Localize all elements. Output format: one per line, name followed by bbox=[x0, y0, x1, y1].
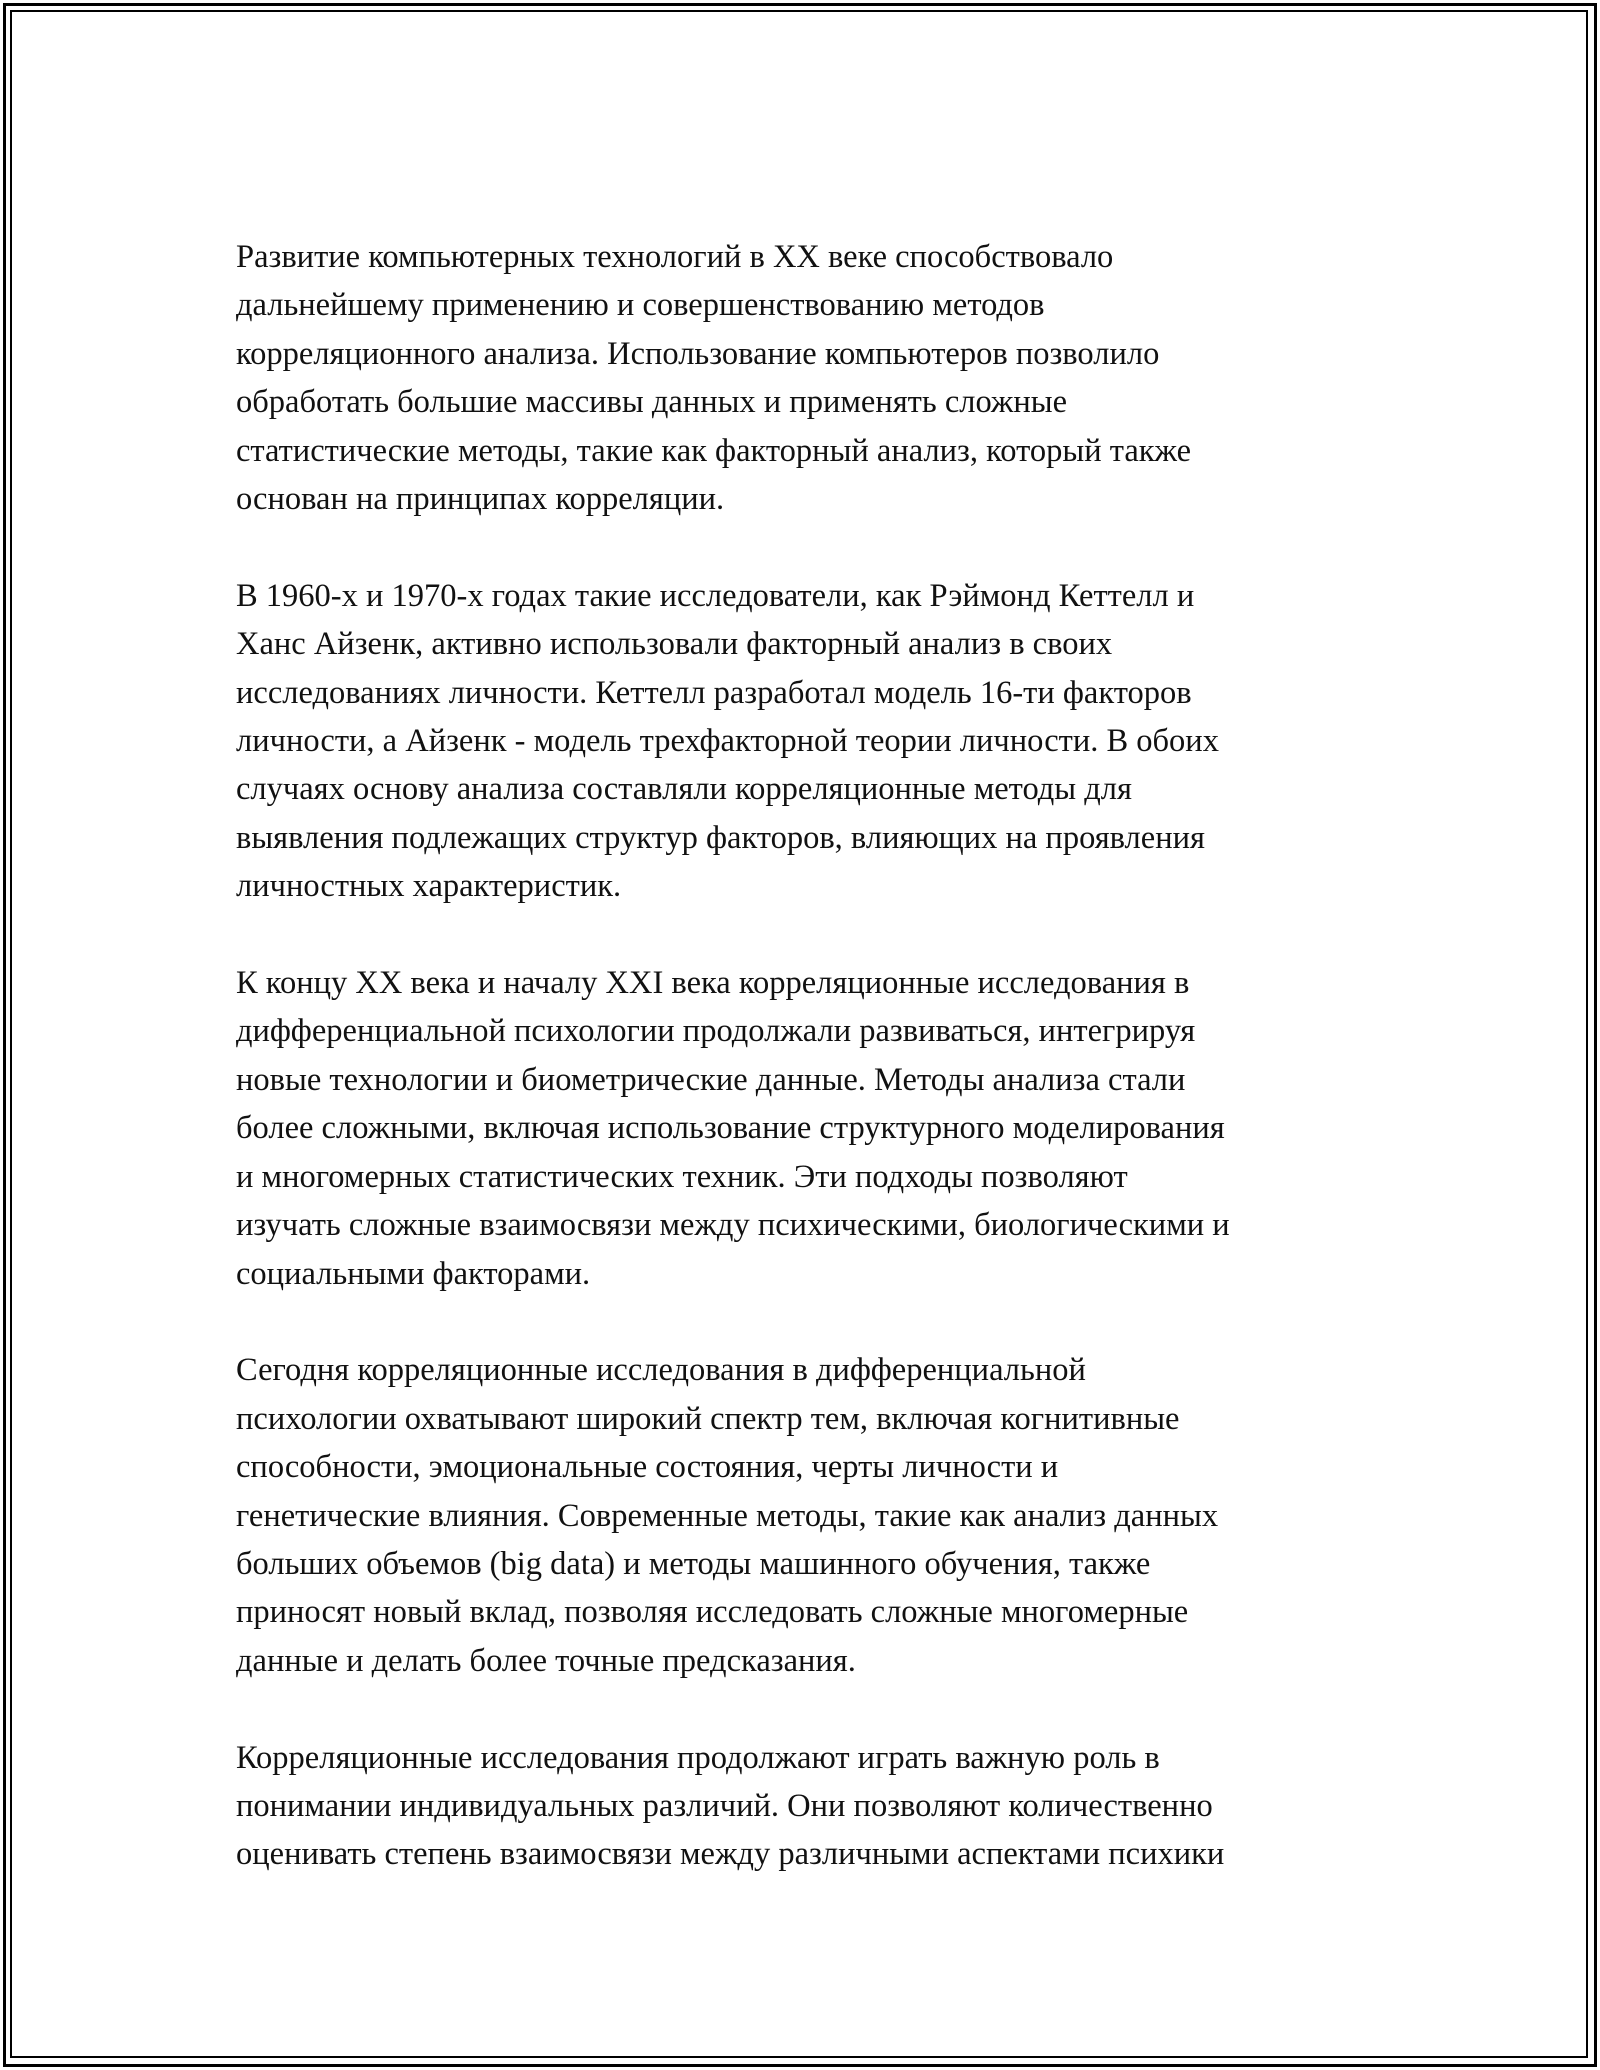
paragraph-1: Развитие компьютерных технологий в XX веке способствовало дальнейшему применению и совершенствованию методов корреляционного анализа. Использование компьютеров позволило обработать большие массивы данных и применять сложные статистические методы, такие как факторный анализ, который также основан на принципах корреляции. bbox=[236, 239, 1192, 518]
paragraph-4: Сегодня корреляционные исследования в дифференциальной психологии охватывают широкий спектр тем, включая когнитивные способности, эмоциональные состояния, черты личности и генетические влияния. Современные методы, такие как анализ данных больших объемов (big data) и методы машинного обучения, также приносят новый вклад, позволяя исследовать сложные многомерные данные и делать более точные предсказания. bbox=[236, 1352, 1219, 1679]
paragraph-2: В 1960-х и 1970-х годах такие исследователи, как Рэймонд Кеттелл и Ханс Айзенк, активно использовали факторный анализ в своих исследованиях личности. Кеттелл разработал модель 16-ти факторов личности, а Айзенк - модель трехфакторной теории личности. В обоих случаях основу анализа составляли корреляционные методы для выявления подлежащих структур факторов, влияющих на проявления личностных характеристик. bbox=[236, 577, 1219, 905]
paragraph-5: Корреляционные исследования продолжают играть важную роль в понимании индивидуальных различий. Они позволяют количественно оценивать степень взаимосвязи между различными аспектами психики bbox=[236, 1739, 1225, 1873]
document-body bbox=[236, 233, 1376, 1879]
paragraph-3: К концу XX века и началу XXI века корреляционные исследования в дифференциальной психологии продолжали развиваться, интегрируя новые технологии и биометрические данные. Методы анализа стали более сложными, включая использование структурного моделирования и многомерных статистических техник. Эти подходы позволяют изучать сложные взаимосвязи между психическими, биологическими и социальными факторами. bbox=[236, 965, 1230, 1292]
